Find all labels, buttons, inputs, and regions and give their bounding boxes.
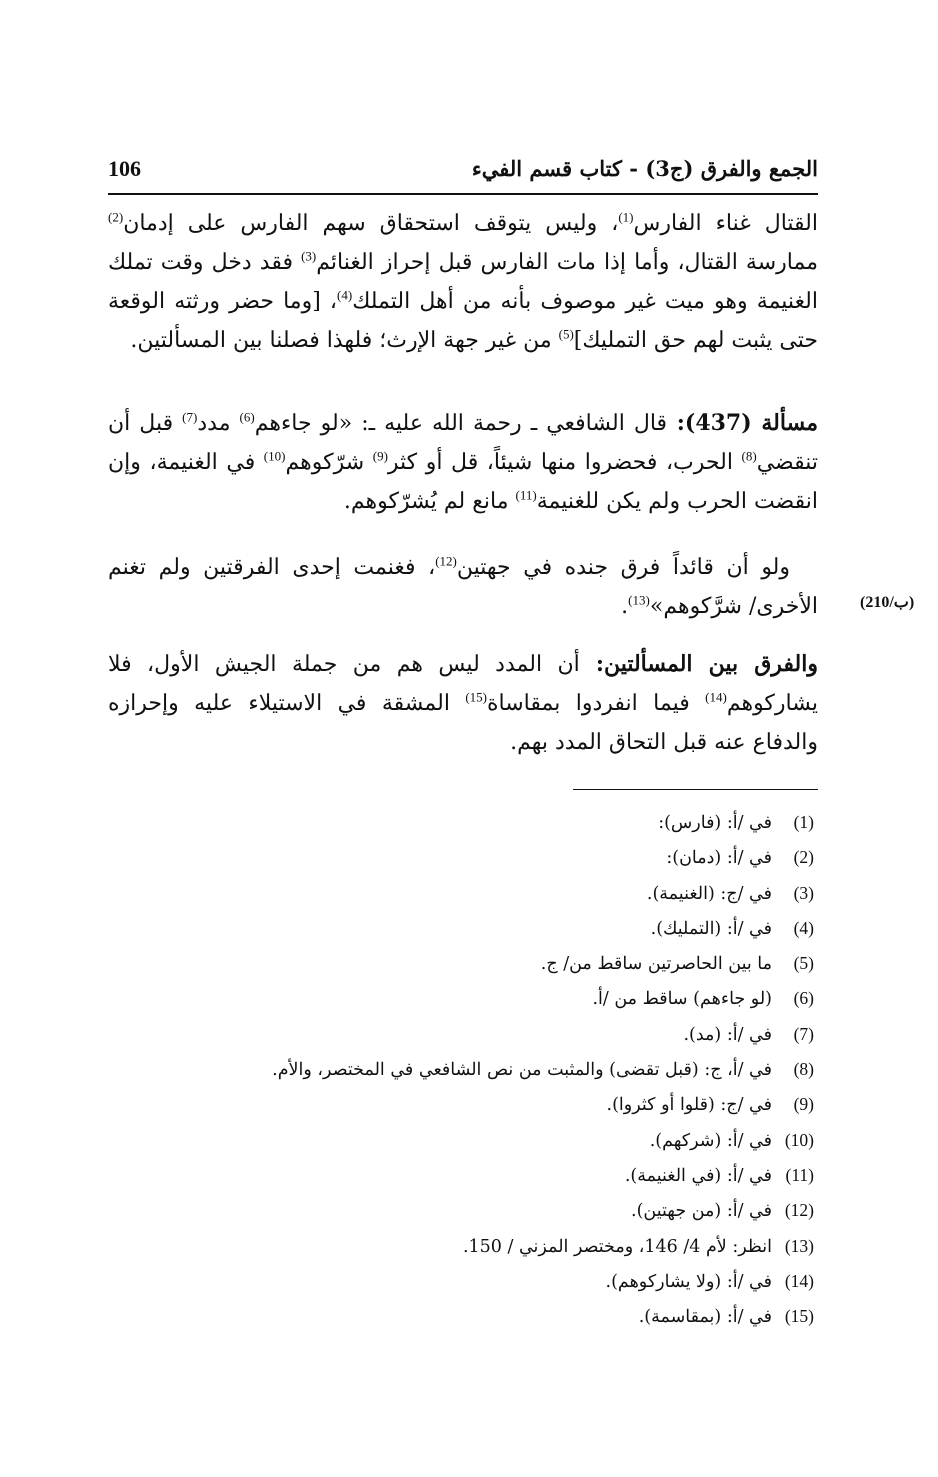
footnote-item: [154, 1264, 814, 1299]
footnote-item: [154, 1123, 814, 1158]
footnote-text: في /أ: (شركهم).: [649, 1130, 772, 1151]
footnote-ref: (13): [628, 592, 650, 608]
footnote-text: ما بين الحاصرتين ساقط من/ ج.: [540, 954, 772, 975]
footnotes-list: [154, 805, 814, 1334]
footnote-ref: (14): [705, 689, 727, 705]
footnote-text: في /ج: (قلوا أو كثروا).: [606, 1095, 772, 1116]
footnote-item: [154, 840, 814, 875]
footnote-number: (8): [793, 1059, 814, 1080]
footnote-item: [154, 1052, 814, 1087]
header-divider: [108, 193, 818, 195]
footnote-item: [154, 1087, 814, 1122]
footnote-number: (10): [784, 1129, 814, 1150]
footnote-number: (15): [784, 1306, 814, 1327]
footnote-item: [154, 1229, 814, 1264]
footnote-item: [154, 1193, 814, 1228]
footnote-item: [154, 805, 814, 840]
footnote-divider: [573, 789, 818, 790]
footnote-item: [154, 1017, 814, 1052]
footnote-ref: (9): [372, 448, 388, 464]
footnote-ref: (7): [182, 409, 198, 425]
footnote-text: في /أ: (دمان):: [666, 848, 772, 869]
running-title: الجمع والفرق (ج3) - كتاب قسم الفيء: [471, 156, 818, 181]
footnote-text: في /أ: (ولا يشاركوهم).: [605, 1271, 772, 1292]
footnote-number: (2): [793, 847, 814, 868]
footnote-number: (12): [784, 1200, 814, 1221]
footnote-number: (6): [793, 988, 814, 1009]
footnote-number: (5): [793, 953, 814, 974]
footnote-text: في /أ: (من جهتين).: [631, 1201, 772, 1222]
issue-heading: مسألة (437):: [667, 410, 818, 436]
footnote-ref: (3): [301, 248, 317, 264]
footnote-text: في /أ: (في الغنيمة).: [624, 1165, 772, 1186]
footnote-text: (لو جاءهم) ساقط من /أ.: [592, 989, 772, 1010]
footnote-item: [154, 1158, 814, 1193]
issue-text: قال الشافعي ـ رحمة الله عليه ـ: «لو جاءهم$^{(6)}$ مدد$^{(7)}$ قبل أن تنقضي$^{(8)}$ الحرب، فحضروا منها شيئاً، قل أو كثر$^{(9)}$ شرّكوهم$^{(10)}$ في الغنيمة، وإن انقضت الحرب ولم يكن للغنيمة$^{(11)}$ مانع لم يُشرّكوهم.: [108, 409, 818, 514]
footnote-text: في /أ، ج: (قبل تقضى) والمثبت من نص الشافعي في المختصر، والأم.: [272, 1060, 772, 1081]
footnote-ref: (5): [558, 326, 574, 342]
footnote-ref: (4): [337, 287, 353, 303]
footnote-ref: (11): [515, 487, 537, 503]
footnote-text: في /أ: (فارس):: [658, 813, 772, 833]
footnote-ref: (10): [263, 448, 286, 464]
footnote-number: (4): [793, 917, 814, 938]
footnote-item: [154, 911, 814, 946]
footnote-text: انظر: لأم 4/ 146، ومختصر المزني / 150.: [462, 1236, 772, 1257]
footnote-number: (11): [785, 1164, 814, 1185]
paragraph-3: ولو أن قائداً فرق جنده في جهتين$^{(12)}$، فغنمت إحدى الفرقتين ولم تغنم الأخرى/ شرَّكوهم»$^{(13)}$.: [108, 553, 818, 619]
footnote-ref: (2): [108, 209, 124, 225]
footnote-item: [154, 876, 814, 911]
footnote-item: [154, 981, 814, 1016]
footnote-text: في /أ: (مد).: [683, 1024, 772, 1045]
paragraph-1: القتال غناء الفارس$^{(1)}$، وليس يتوقف استحقاق سهم الفارس على إدمان$^{(2)}$ ممارسة القتال، وأما إذا مات الفارس قبل إحراز الغنائم$^{(3)}$ فقد دخل وقت تملك الغنيمة وهو ميت غير موصوف بأنه من أهل التملك$^{(4)}$، [وما حضر ورثته الوقعة حتى يثبت لهم حق التمليك]$^{(5)}$ من غير جهة الإرث؛ فلهذا فصلنا بين المسألتين.: [108, 209, 818, 353]
page-header: [108, 152, 818, 192]
footnote-number: (14): [784, 1270, 814, 1291]
footnote-item: [154, 946, 814, 981]
page-number: 106: [108, 156, 141, 181]
footnote-number: (13): [784, 1235, 814, 1256]
footnote-ref: (6): [239, 409, 255, 425]
issue-paragraph: [108, 404, 818, 521]
difference-paragraph: [108, 645, 818, 762]
footnote-text: في /ج: (الغنيمة).: [646, 883, 772, 904]
footnote-text: في /أ: (التمليك).: [650, 918, 772, 939]
footnote-ref: (12): [435, 553, 457, 569]
footnote-number: (3): [793, 882, 814, 903]
footnote-ref: (15): [465, 689, 488, 705]
footnote-item: [154, 1299, 814, 1334]
difference-text: أن المدد ليس هم من جملة الجيش الأول، فلا يشاركوهم$^{(14)}$ فيما انفردوا بمقاساة$^{(15)}$ المشقة في الاستيلاء عليه وإحرازه والدفاع عنه قبل التحاق المدد بهم.: [108, 652, 818, 755]
footnote-text: في /أ: (بمقاسمة).: [638, 1307, 772, 1328]
footnote-number: (9): [793, 1094, 814, 1115]
footnote-ref: (8): [741, 448, 757, 464]
footnote-number: (1): [793, 812, 814, 832]
difference-heading: والفرق بين المسألتين:: [579, 651, 818, 677]
footnote-ref: (1): [618, 209, 634, 225]
footnote-number: (7): [793, 1023, 814, 1044]
manuscript-folio-marker: (210/ب): [860, 594, 915, 611]
